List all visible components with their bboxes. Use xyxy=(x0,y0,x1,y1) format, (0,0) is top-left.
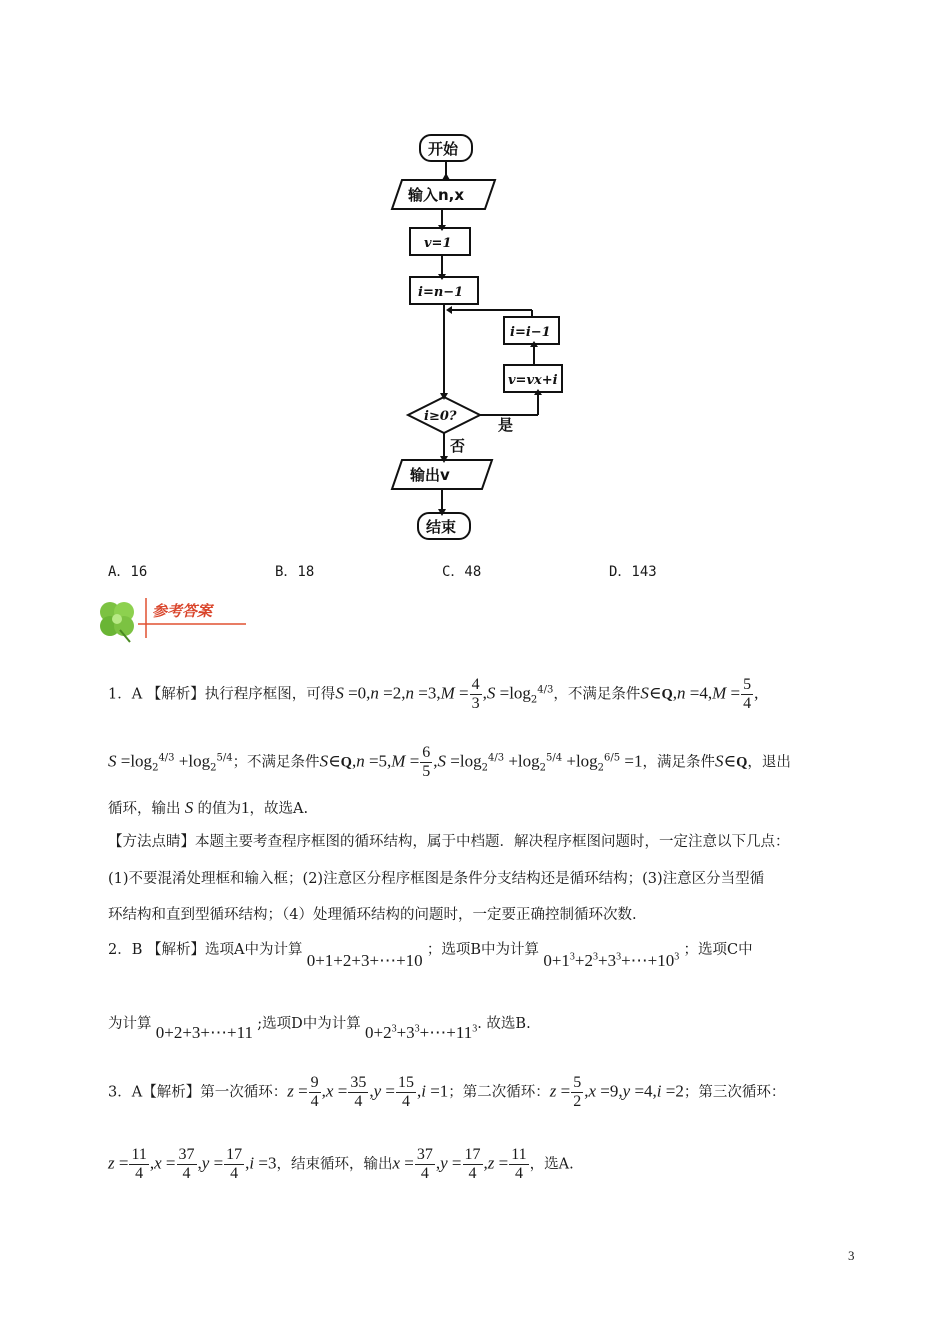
assign-v-label: v=1 xyxy=(424,236,452,251)
answer-3-line-1: 3．A【解析】第一次循环：z = $\frac{9}{4}$ ,x = $\frac{35}{4}$ ,y = $\frac{15}{4}$ ,i =1；第二次循环：z = $\frac{5}{2}$ ,x =9,y =4,i =2；第三次循环： xyxy=(108,1074,786,1110)
output-label: 输出v xyxy=(410,466,450,484)
answer-1-line-3: 循环，输出 S 的值为1，故选A. xyxy=(108,798,309,817)
answer-1-line-1: 1．A 【解析】执行程序框图，可得S =0,n =2,n =3,M = $\frac{4}{3}$ $,S =\log_2^{4/3}$，不满足条件S∈Q,n =4,M = $\frac{5}{4}$ , xyxy=(108,676,759,712)
answer-1-line-2: $S =\log_2^{4/3} +\log_2^{5/4}$；不满足条件S∈Q,n =5,M = $\frac{6}{5}$ $,S =\log_2^{4/3} +\log_2^{5/4} +\log_2^{6/5} =1$，满足条件S∈Q，退出 xyxy=(108,744,791,780)
condition-label: i≥0? xyxy=(424,409,457,424)
option-b: B．18 xyxy=(275,564,315,580)
answer-3-line-2: z = $\frac{11}{4}$ ,x = $\frac{37}{4}$ ,y = $\frac{17}{4}$ ,i =3，结束循环，输出x = $\frac{37}{4}$ ,y = $\frac{17}{4}$ ,z = $\frac{11}{4}$ ，选A. xyxy=(108,1146,574,1182)
method-line-1: 【方法点睛】本题主要考查程序框图的循环结构，属于中档题．解决程序框图问题时，一定注意以下几点： xyxy=(108,834,790,850)
option-d: D．143 xyxy=(609,564,657,580)
dec-i-label: i=i−1 xyxy=(510,325,551,340)
input-label: 输入n,x xyxy=(408,186,465,204)
method-line-2: (1)不要混淆处理框和输入框；(2)注意区分程序框图是条件分支结构还是循环结构；(3)注意区分当型循 xyxy=(108,871,765,887)
assign-i-label: i=n−1 xyxy=(418,285,464,300)
method-line-3: 环结构和直到型循环结构；（4）处理循环结构的问题时，一定要正确控制循环次数. xyxy=(108,907,637,923)
answer-header xyxy=(90,596,250,650)
update-v-label: v=vx+i xyxy=(508,373,558,388)
flowchart xyxy=(380,125,590,555)
page-number: 3 xyxy=(848,1248,855,1263)
start-label: 开始 xyxy=(428,140,459,158)
end-label: 结束 xyxy=(426,518,457,536)
answer-header-label: 参考答案 xyxy=(152,602,213,620)
answer-2-line-1: 2．B 【解析】选项A中为计算 0+1+2+3+⋯+10 ；选项B中为计算 $0+1^3+2^3+3^3+\cdots+10^3$ ；选项C中 xyxy=(108,942,753,970)
yes-label: 是 xyxy=(498,416,514,434)
option-a: A．16 xyxy=(108,564,148,580)
answer-2-line-2: 为计算 0+2+3+⋯+11 ;选项D中为计算 $0+2^3+3^3+\cdots+11^3$. 故选B. xyxy=(108,1016,531,1042)
no-label: 否 xyxy=(450,437,466,455)
option-c: C．48 xyxy=(442,564,482,580)
